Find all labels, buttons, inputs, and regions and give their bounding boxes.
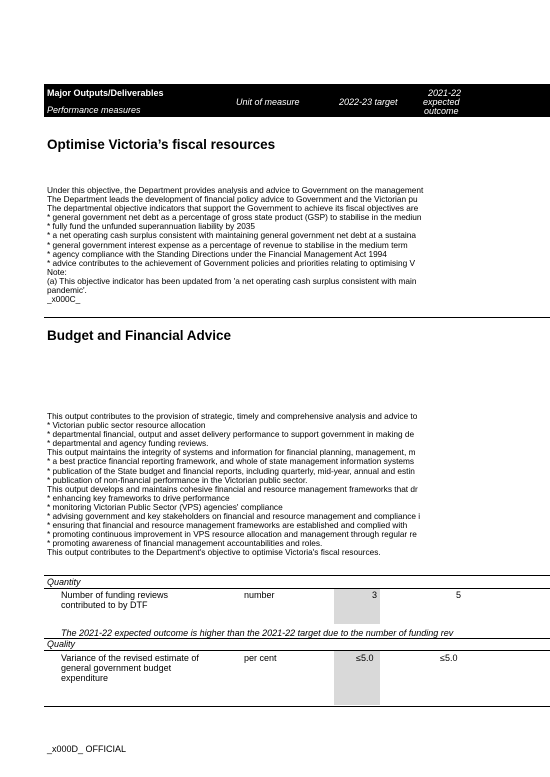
divider (44, 588, 550, 589)
objective-title: Optimise Victoria’s fiscal resources (47, 137, 276, 152)
quantity-label: Quantity (47, 577, 81, 587)
objective-line: * advice contributes to the achievement of Government policies and priorities relating to optimising V (47, 258, 416, 268)
objective-line: Under this objective, the Department provides analysis and advice to Government on the management (47, 186, 424, 195)
output-line: * monitoring Victorian Public Sector (VPS) agencies' compliance (47, 502, 283, 512)
divider (44, 650, 550, 651)
header-expected-2: expected (423, 97, 460, 107)
divider (44, 706, 550, 707)
header-outputs: Major Outputs/Deliverables (47, 88, 164, 98)
objective-line: _x000C_ (47, 295, 81, 305)
objective-line: pandemic'. (47, 286, 87, 296)
header-target: 2022-23 target (339, 97, 398, 107)
measure-name: general government budget (61, 663, 172, 673)
output-line: This output maintains the integrity of systems and information for financial planning, management, m (47, 448, 416, 458)
unit-cell: per cent (244, 653, 277, 663)
header-expected-1: 2021-22 (428, 88, 462, 98)
output-line: * publication of non-financial performance in the Victorian public sector. (47, 475, 308, 485)
output-line: * promoting awareness of financial management accountabilities and roles. (47, 539, 323, 549)
objective-line: The departmental objective indicators that support the Government to achieve its fiscal objectives are (47, 204, 419, 214)
target-cell: ≤5.0 (356, 653, 374, 663)
measure-name: Number of funding reviews (61, 590, 169, 600)
output-line: This output contributes to the Department's objective to optimise Victoria's fiscal resources. (47, 548, 381, 558)
table-header (44, 84, 550, 117)
measure-name: Variance of the revised estimate of (61, 653, 199, 663)
objective-line: Note: (47, 267, 67, 277)
output-title: Budget and Financial Advice (47, 328, 232, 343)
unit-cell: number (244, 590, 275, 600)
output-text (47, 412, 550, 558)
quality-label: Quality (47, 639, 76, 649)
objective-line: (a) This objective indicator has been updated from 'a net operating cash surplus consistent with main (47, 276, 417, 286)
objective-line: * general government net debt as a percentage of gross state product (GSP) to stabilise in the mediun (47, 213, 422, 223)
output-line: * advising government and key stakeholders on financial and resource management and compliance i (47, 512, 421, 522)
expected-cell: 5 (456, 590, 462, 600)
divider (44, 638, 550, 639)
output-line: * publication of the State budget and financial reports, including quarterly, mid-year, annual and estin (47, 466, 415, 476)
target-cell: 3 (372, 590, 378, 600)
output-line: * enhancing key frameworks to drive performance (47, 493, 230, 503)
output-line: This output develops and maintains cohesive financial and resource management frameworks that dr (47, 484, 418, 494)
objective-text (47, 186, 550, 304)
objective-line: * a net operating cash surplus consistent with maintaining general government net debt at a sustaina (47, 231, 416, 241)
divider (44, 317, 550, 318)
measure-name: expenditure (61, 673, 109, 683)
header-expected-3: outcome (424, 106, 459, 116)
table-note: The 2021-22 expected outcome is higher than the 2021-22 target due to the number of funding rev (61, 628, 454, 638)
output-line: * a best practice financial reporting framework, and whole of state management information systems (47, 457, 415, 467)
output-line: * departmental and agency funding reviews. (47, 439, 209, 449)
output-line: * departmental financial, output and asset delivery performance to support government in making de (47, 430, 415, 440)
objective-line: * agency compliance with the Standing Directions under the Financial Management Act 1994 (47, 249, 387, 259)
objective-line: * general government interest expense as a percentage of revenue to stabilise in the medium term (47, 240, 408, 250)
objective-line: * fully fund the unfunded superannuation liability by 2035 (47, 222, 256, 232)
header-performance-measures: Performance measures (47, 105, 141, 115)
objective-line: The Department leads the development of financial policy advice to Government and the Victorian pu (47, 195, 418, 205)
divider (44, 575, 550, 576)
measure-name: contributed to by DTF (61, 600, 148, 610)
output-line: * Victorian public sector resource allocation (47, 421, 206, 431)
expected-cell: ≤5.0 (440, 653, 458, 663)
header-unit: Unit of measure (236, 97, 300, 107)
output-line: This output contributes to the provision of strategic, timely and comprehensive analysis and advice to (47, 412, 418, 421)
footer-text: _x000D_ OFFICIAL (47, 744, 127, 754)
output-line: * promoting continuous improvement in VPS resource allocation and management through regular re (47, 530, 417, 540)
output-line: * ensuring that financial and resource management frameworks are established and complied with (47, 521, 408, 531)
